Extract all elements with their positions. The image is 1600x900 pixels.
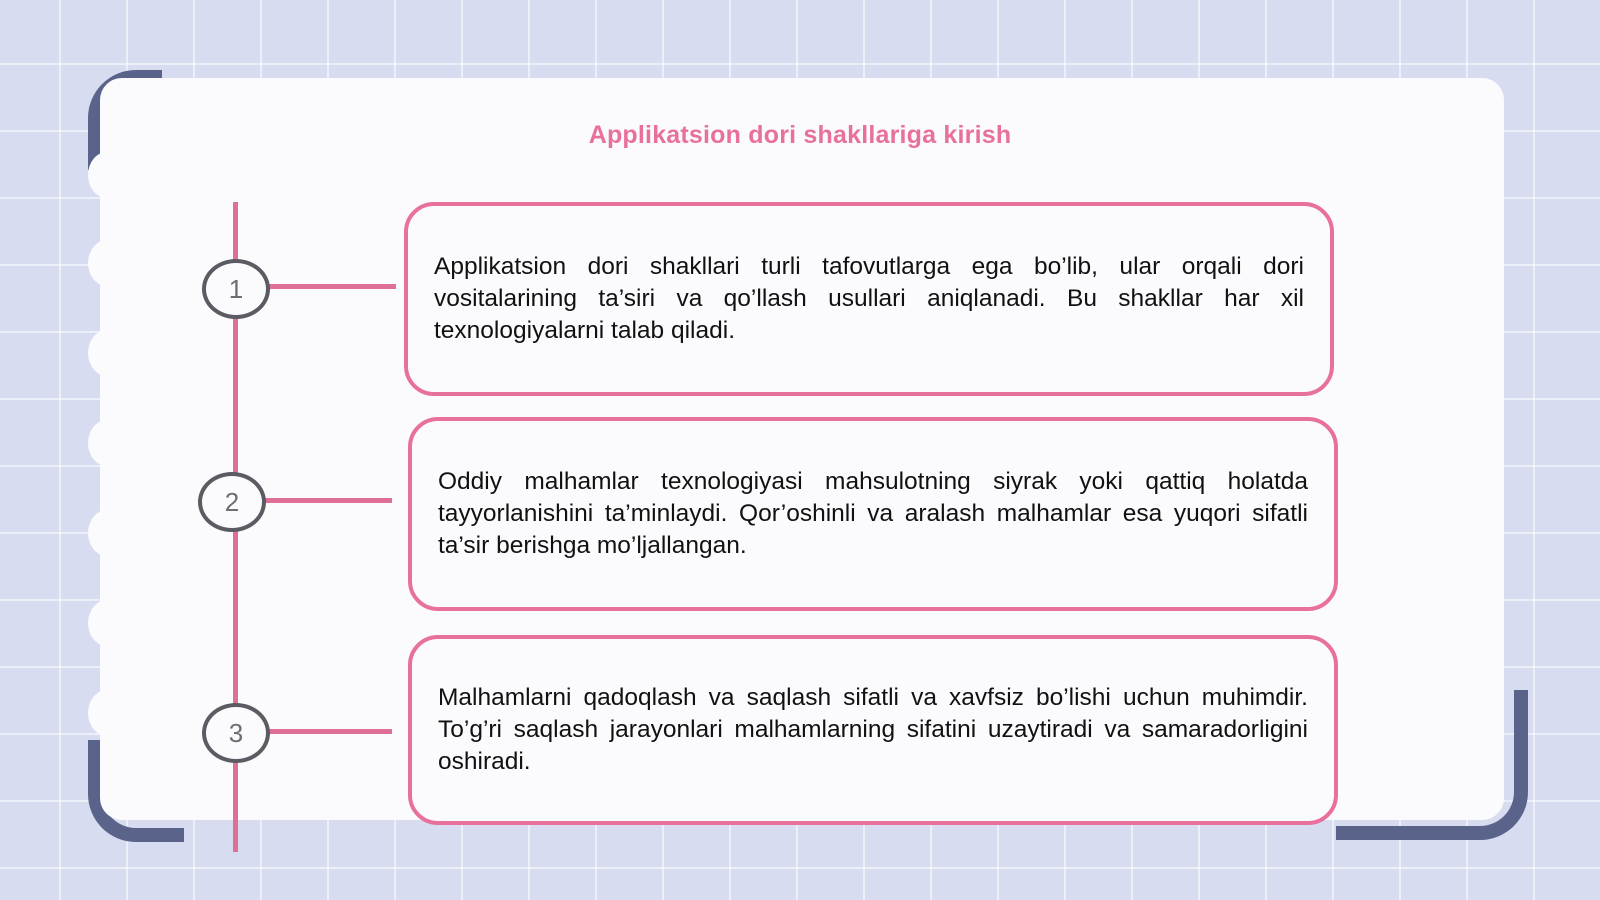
timeline-connector: [262, 498, 392, 503]
step-number-2: 2: [198, 472, 266, 532]
notebook-edge-scallop: [88, 600, 126, 646]
content-text-3: Malhamlarni qadoqlash va saqlash sifatli va xavfsiz bo’lishi uchun muhimdir. To’g’ri saqlash jarayonlari malhamlarning sifatini uzaytiradi va samaradorligini oshiradi.: [438, 684, 1308, 775]
content-text-1: Applikatsion dori shakllari turli tafovutlarga ega bo’lib, ular orqali dori vositalarining ta’siri va qo’llash usullari aniqlanadi. Bu shakllar har xil texnologiyalarni talab qiladi.: [434, 253, 1304, 344]
step-number-3: 3: [202, 703, 270, 763]
notebook-edge-scallop: [88, 690, 126, 736]
content-box-2: [408, 417, 1338, 611]
timeline-connector: [266, 729, 392, 734]
notebook-edge-scallop: [88, 420, 126, 466]
content-text-2: Oddiy malhamlar texnologiyasi mahsulotning siyrak yoki qattiq holatda tayyorlanishini ta’minlaydi. Qor’oshinli va aralash malhamlar esa yuqori sifatli ta’sir berishga mo’ljallangan.: [438, 468, 1308, 559]
timeline-connector: [266, 284, 396, 289]
step-number-1: 1: [202, 259, 270, 319]
notebook-edge-scallop: [88, 240, 126, 286]
slide-title: Applikatsion dori shakllariga kirish: [588, 121, 1012, 149]
content-box-3: [408, 635, 1338, 825]
content-box-1: [404, 202, 1334, 396]
notebook-edge-scallop: [88, 152, 126, 198]
notebook-edge-scallop: [88, 330, 126, 376]
notebook-edge-scallop: [88, 510, 126, 556]
